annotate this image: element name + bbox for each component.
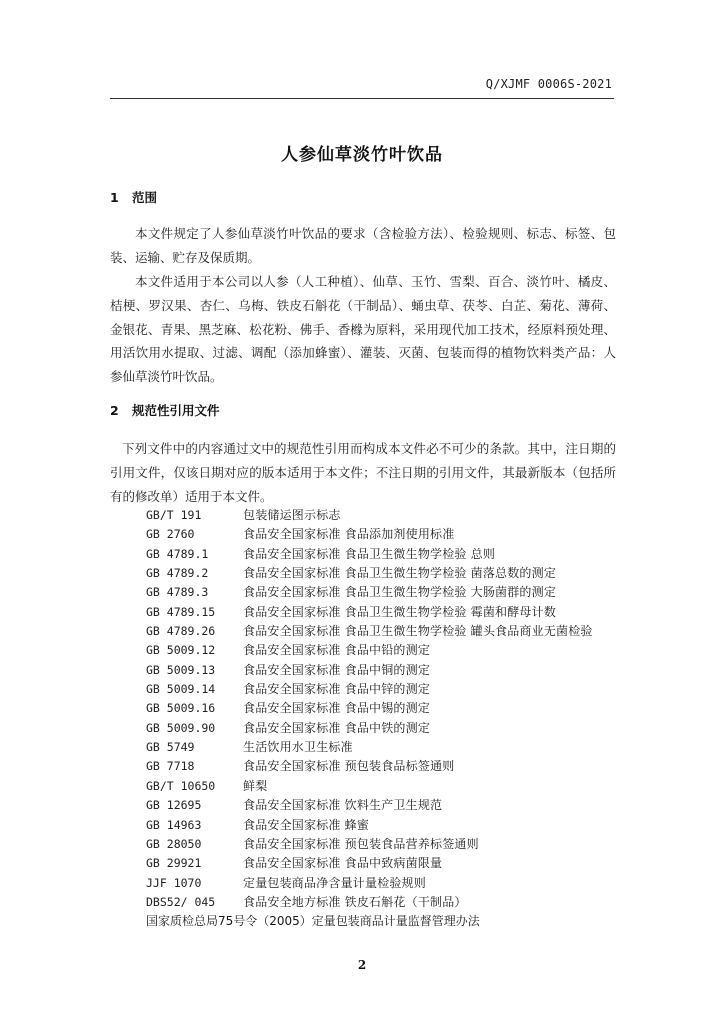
reference-name: 鲜梨 xyxy=(243,778,268,793)
reference-name: 生活饮用水卫生标准 xyxy=(243,740,353,755)
reference-item xyxy=(146,525,616,544)
reference-item xyxy=(146,816,616,835)
reference-item xyxy=(146,622,616,641)
reference-item xyxy=(146,835,616,854)
reference-code: DBS52/ 045 xyxy=(146,894,216,909)
reference-code: GB 28050 xyxy=(146,836,202,851)
reference-code: GB 5009.16 xyxy=(146,701,216,716)
reference-name: 食品安全国家标准 食品添加剂使用标准 xyxy=(243,527,455,542)
section-1-heading xyxy=(110,188,157,206)
reference-item xyxy=(146,893,616,912)
reference-code: GB 4789.1 xyxy=(146,546,209,561)
reference-item xyxy=(146,757,616,776)
reference-name: 食品安全国家标准 预包装食品营养标签通则 xyxy=(243,836,479,851)
reference-item xyxy=(146,583,616,602)
reference-name: 食品安全国家标准 食品中致病菌限量 xyxy=(243,856,443,871)
reference-item xyxy=(146,564,616,583)
reference-name: 食品安全国家标准 食品中锡的测定 xyxy=(243,701,431,716)
reference-code: GB 4789.3 xyxy=(146,585,209,600)
reference-item xyxy=(146,719,616,738)
reference-code: GB 5009.90 xyxy=(146,720,216,735)
reference-name: 食品安全国家标准 蜂蜜 xyxy=(243,817,370,832)
reference-code: GB 4789.26 xyxy=(146,624,216,639)
reference-code: GB 5009.13 xyxy=(146,662,216,677)
standard-code: Q/XJMF 0006S-2021 xyxy=(485,77,612,91)
section-2-number: 2 xyxy=(110,403,119,418)
section-1-title: 范围 xyxy=(132,190,158,205)
reference-item xyxy=(146,796,616,815)
reference-name: 食品安全地方标准 铁皮石斛花（干制品） xyxy=(243,894,467,909)
reference-name: 食品安全国家标准 食品中铁的测定 xyxy=(243,720,431,735)
reference-name: 食品安全国家标准 食品中锌的测定 xyxy=(243,682,431,697)
reference-code: GB 7718 xyxy=(146,759,195,774)
reference-name: 食品安全国家标准 食品中铅的测定 xyxy=(243,643,431,658)
header-divider xyxy=(110,98,614,99)
reference-item xyxy=(146,641,616,660)
reference-item xyxy=(146,874,616,893)
reference-item xyxy=(146,854,616,873)
reference-item xyxy=(146,777,616,796)
reference-item xyxy=(146,603,616,622)
reference-code: GB 2760 xyxy=(146,527,195,542)
references-intro: 下列文件中的内容通过文中的规范性引用而构成本文件必不可少的条款。其中，注日期的引用文件，仅该日期对应的版本适用于本文件；不注日期的引用文件，其最新版本（包括所有的修改单）适用于本文件。 xyxy=(110,441,616,504)
page-number: 2 xyxy=(357,958,367,972)
reference-item xyxy=(146,661,616,680)
reference-code: GB 5009.12 xyxy=(146,643,216,658)
reference-name: 食品安全国家标准 食品卫生微生物学检验 罐头食品商业无菌检验 xyxy=(243,624,593,639)
reference-code: GB/T 10650 xyxy=(146,778,216,793)
reference-code: GB 4789.2 xyxy=(146,566,209,581)
document-title: 人参仙草淡竹叶饮品 xyxy=(281,145,443,165)
section-2-heading xyxy=(110,401,220,419)
reference-item xyxy=(146,699,616,718)
scope-paragraph-1: 本文件规定了人参仙草淡竹叶饮品的要求（含检验方法）、检验规则、标志、标签、包装、运输、贮存及保质期。 xyxy=(110,226,616,265)
reference-code: GB 5749 xyxy=(146,740,195,755)
reference-name: 食品安全国家标准 食品卫生微生物学检验 菌落总数的测定 xyxy=(243,566,557,581)
reference-code: GB 12695 xyxy=(146,798,202,813)
reference-item-decree: 国家质检总局75号令（2005）定量包装商品计量监督管理办法 xyxy=(146,914,480,929)
reference-name: 食品安全国家标准 食品卫生微生物学检验 大肠菌群的测定 xyxy=(243,585,557,600)
reference-item xyxy=(146,506,616,525)
reference-item xyxy=(146,738,616,757)
reference-name: 食品安全国家标准 食品卫生微生物学检验 总则 xyxy=(243,546,496,561)
reference-list xyxy=(146,506,616,932)
reference-name: 食品安全国家标准 食品中铜的测定 xyxy=(243,662,431,677)
section-2-title: 规范性引用文件 xyxy=(132,403,220,418)
reference-name: 包装储运图示标志 xyxy=(243,508,341,522)
reference-name: 食品安全国家标准 预包装食品标签通则 xyxy=(243,759,455,774)
reference-name: 食品安全国家标准 食品卫生微生物学检验 霉菌和酵母计数 xyxy=(243,604,557,619)
reference-code: GB 29921 xyxy=(146,856,202,871)
reference-code: GB 5009.14 xyxy=(146,682,216,697)
reference-code: GB 14963 xyxy=(146,817,202,832)
reference-item xyxy=(146,545,616,564)
reference-code: JJF 1070 xyxy=(146,875,202,890)
reference-code: GB/T 191 xyxy=(146,508,202,522)
reference-code: GB 4789.15 xyxy=(146,604,216,619)
section-1-number: 1 xyxy=(110,190,119,205)
reference-name: 食品安全国家标准 饮料生产卫生规范 xyxy=(243,798,443,813)
reference-item xyxy=(146,680,616,699)
scope-paragraph-2: 本文件适用于本公司以人参（人工种植）、仙草、玉竹、雪梨、百合、淡竹叶、橘皮、桔梗、罗汉果、杏仁、乌梅、铁皮石斛花（干制品）、蛹虫草、茯苓、白芷、菊花、薄荷、金银花、青果、黑芝麻、松花粉、佛手、香橼为原料，采用现代加工技术，经原料预处理、用活饮用水提取、过滤、调配（添加蜂蜜）、灌装、灭菌、包装而得的植物饮料类产品：人参仙草淡竹叶饮品。 xyxy=(110,274,616,385)
reference-name: 定量包装商品净含量计量检验规则 xyxy=(243,875,427,890)
